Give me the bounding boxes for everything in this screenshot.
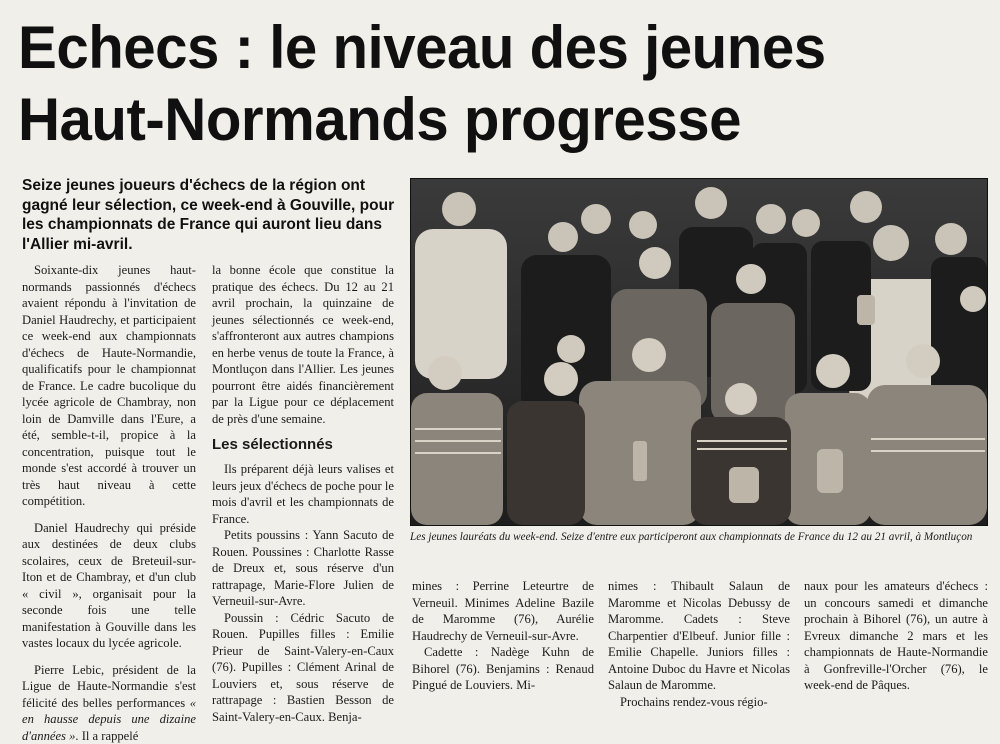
paragraph-text: Pierre Lebic, président de la Ligue de Haute-Normandie s'est félicité des belles performances [22, 663, 196, 710]
paragraph: Soixante-dix jeunes haut-normands passionnés d'échecs avaient répondu à l'invitation de Daniel Haudrechy, et participaient ce week-end aux championnats d'échecs de Haute-Normandie, qualificatifs pour le championnat de France. Le cadre bucolique du lycée agricole de Chambray, non loin de Damville dans l'Eure, a été, semble-t-il, propice à la concentration, puisque tout le monde s'est accordé à trouver un très haut niveau à cette compétition. [22, 262, 196, 510]
paragraph: Petits poussins : Yann Sacuto de Rouen. Poussines : Charlotte Rasse de Dreux et, sous réserve d'un rattrapage, Marie-Flore Julien de Verneuil-sur-Avre. [212, 527, 394, 610]
paragraph: Daniel Haudrechy qui préside aux destinées de deux clubs scolaires, ceux de Breteuil-sur-Iton et de Chambray, et d'un club « civil », organisait pour la seconde fois une telle manifestation à Gouville dans les vastes locaux du lycée agricole. [22, 520, 196, 652]
photo-caption: Les jeunes lauréats du week-end. Seize d'entre eux participeront aux championnats de France du 12 au 21 avril, à Montluçon [410, 530, 990, 544]
paragraph: Prochains rendez-vous régio- [608, 694, 790, 711]
article-column-1 [22, 262, 196, 744]
article-column-2 [212, 262, 394, 725]
paragraph: Cadette : Nadège Kuhn de Bihorel (76). Benjamins : Renaud Pingué de Louviers. Mi- [412, 644, 594, 694]
paragraph: mines : Perrine Leteurtre de Verneuil. Minimes Adeline Bazile de Maromme (76), Aurélie Haudrechy de Verneuil-sur-Avre. [412, 578, 594, 644]
group-photo-illustration [411, 179, 987, 525]
section-subhead: Les sélectionnés [212, 435, 394, 455]
paragraph-tail: . Il a rappelé [75, 729, 138, 743]
paragraph: Ils préparent déjà leurs valises et leurs jeux d'échecs de poche pour le mois d'avril et les championnats de France. [212, 461, 394, 527]
group-photo [410, 178, 988, 526]
article-column-5 [804, 578, 988, 694]
article-column-3 [412, 578, 594, 694]
paragraph: la bonne école que constitue la pratique des échecs. Du 12 au 21 avril prochain, la quinzaine de jeunes sélectionnés ce week-end, s'affronteront aux autres champions en herbe venus de toute la France, à Montluçon dans l'Allier. Les jeunes pourront être aidés financièrement par la Ligue pour ce déplacement de près d'une semaine. [212, 262, 394, 427]
headline-line-2: Haut-Normands progresse [18, 86, 741, 153]
article-lede: Seize jeunes joueurs d'échecs de la région ont gagné leur sélection, ce week-end à Gouville, pour les championnats de France qui auront lieu dans l'Allier mi-avril. [22, 176, 404, 254]
paragraph [22, 662, 196, 744]
headline-line-1: Echecs : le niveau des jeunes [18, 14, 826, 81]
article-headline [18, 12, 964, 156]
paragraph: Poussin : Cédric Sacuto de Rouen. Pupilles filles : Emilie Prieur de Saint-Valery-en-Caux (76). Pupilles : Clément Arinal de Louviers et, sous réserve de rattrapage : Bastien Besson de Saint-Valery-en-Caux. Benja- [212, 610, 394, 726]
article-column-4 [608, 578, 790, 710]
quote: « en hausse depuis une dizaine d'années » [22, 696, 196, 743]
paragraph: nimes : Thibault Salaun de Maromme et Nicolas Debussy de Maromme. Cadets : Steve Charpentier d'Elbeuf. Junior fille : Emilie Chapelle. Juniors filles : Antoine Duboc du Havre et Nicolas Salaun de Maromme. [608, 578, 790, 694]
paragraph: naux pour les amateurs d'échecs : un concours samedi et dimanche prochain à Bihorel (76), un autre à Evreux dimanche 2 mars et les championnats de Haute-Normandie à Gonfreville-l'Orcher (76), le week-end de Pâques. [804, 578, 988, 694]
